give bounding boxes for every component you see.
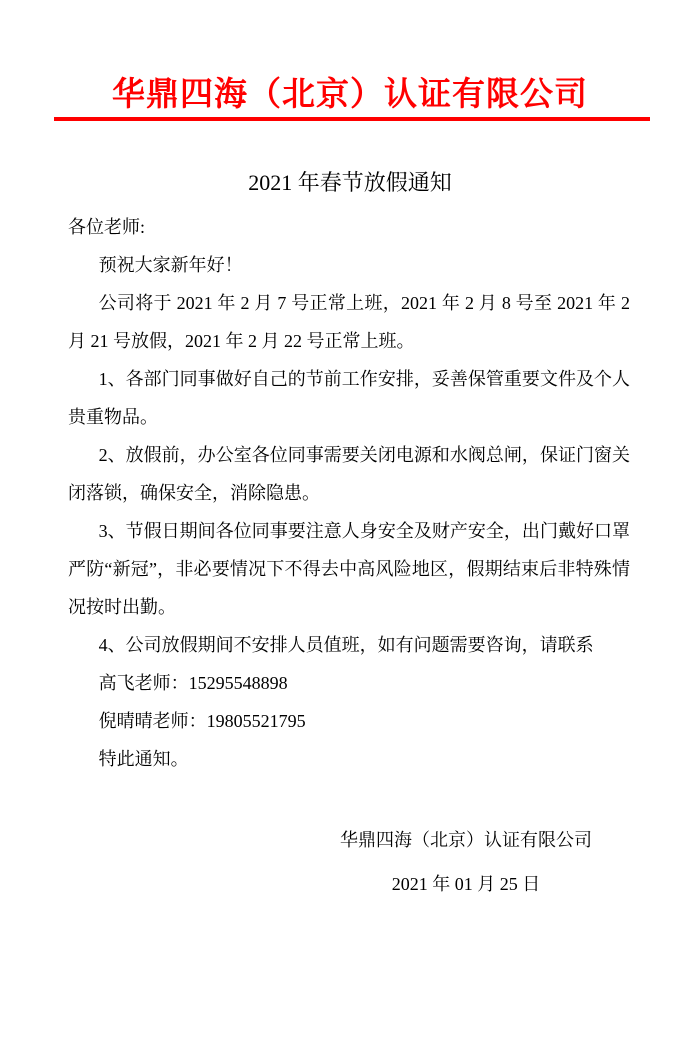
item-4-paragraph: 4、公司放假期间不安排人员值班，如有问题需要咨询，请联系 bbox=[98, 635, 594, 655]
letterhead-divider bbox=[54, 117, 650, 121]
signature-block bbox=[0, 818, 700, 906]
closing-paragraph: 特此通知。 bbox=[98, 749, 189, 769]
item-1-paragraph: 1、各部门同事做好自己的节前工作安排，妥善保管重要文件及个人贵重物品。 bbox=[68, 369, 630, 427]
salutation: 各位老师: bbox=[68, 217, 146, 237]
contact-gao-fei: 高飞老师：15295548898 bbox=[98, 673, 288, 693]
notice-title: 2021 年春节放假通知 bbox=[248, 170, 452, 195]
document-page bbox=[0, 76, 700, 1056]
item-3-paragraph: 3、节假日期间各位同事要注意人身安全及财产安全，出门戴好口罩严防“新冠”，非必要情况下不得去中高风险地区，假期结束后非特殊情况按时出勤。 bbox=[68, 521, 630, 617]
contact-ni-qingqing: 倪晴晴老师：19805521795 bbox=[98, 711, 306, 731]
signature-company: 华鼎四海（北京）认证有限公司 bbox=[340, 830, 592, 850]
signature-inner bbox=[340, 818, 592, 906]
company-letterhead: 华鼎四海（北京）认证有限公司 bbox=[112, 77, 588, 113]
notice-body bbox=[68, 208, 630, 778]
item-2-paragraph: 2、放假前，办公室各位同事需要关闭电源和水阀总闸，保证门窗关闭落锁，确保安全，消除隐患。 bbox=[68, 445, 630, 503]
schedule-paragraph: 公司将于 2021 年 2 月 7 号正常上班，2021 年 2 月 8 号至 2021 年 2 月 21 号放假，2021 年 2 月 22 号正常上班。 bbox=[68, 293, 630, 351]
greeting-paragraph: 预祝大家新年好！ bbox=[98, 255, 243, 275]
signature-date: 2021 年 01 月 25 日 bbox=[391, 874, 541, 894]
